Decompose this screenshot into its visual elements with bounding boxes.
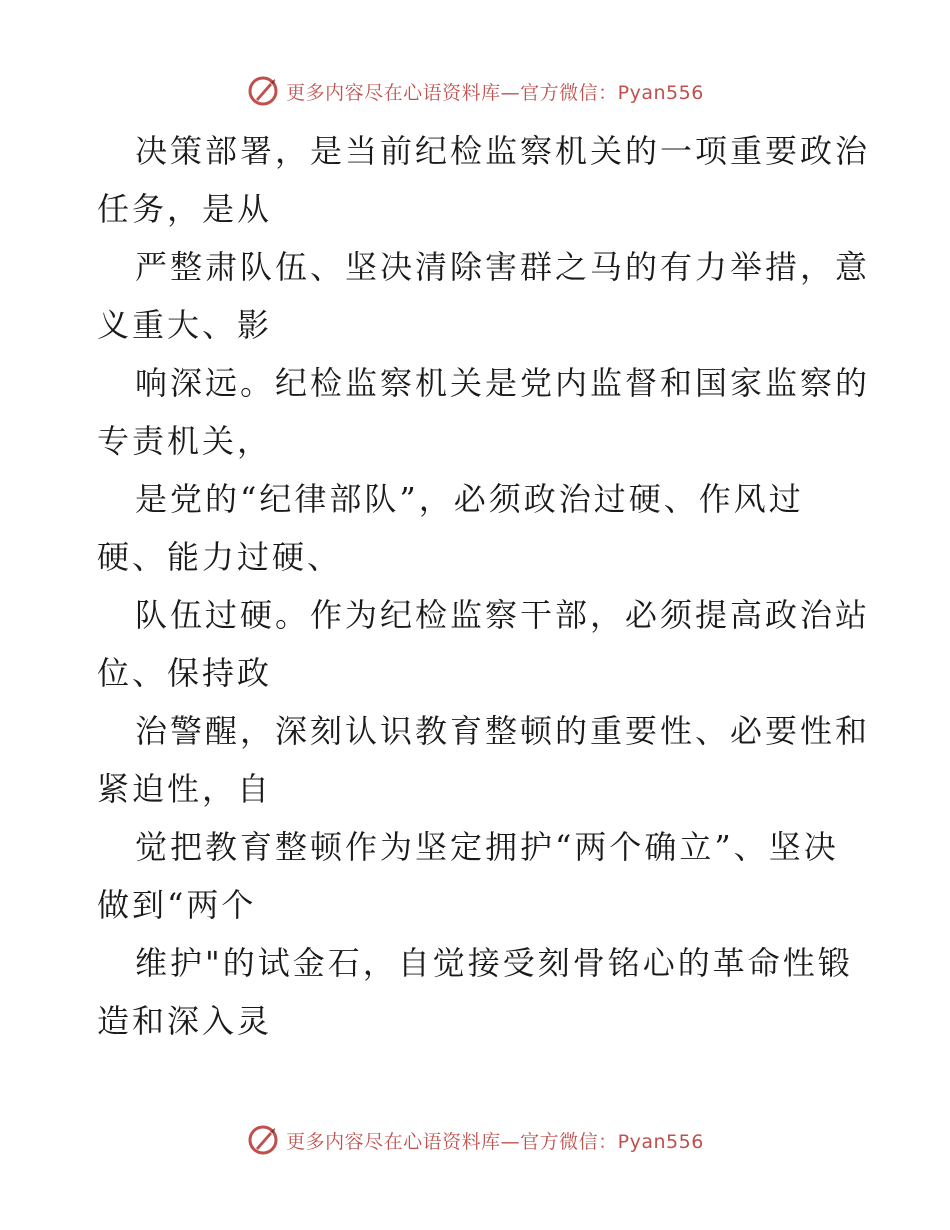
paragraph [97, 934, 857, 1050]
paragraph-line: 响深远。纪检监察机关是党内监督和国家监察的 [135, 364, 871, 402]
footer-banner [0, 1120, 950, 1160]
paragraph-line: 位、保持政 [97, 654, 273, 692]
paragraph-line: 觉把教育整顿作为坚定拥护“两个确立”、坚决 [135, 828, 839, 866]
paragraph-line: 是党的“纪律部队”，必须政治过硬、作风过 [135, 480, 804, 518]
paragraph-line: 做到“两个 [97, 886, 257, 924]
paragraph-line: 队伍过硬。作为纪检监察干部，必须提高政治站 [135, 596, 871, 634]
paragraph-line: 任务，是从 [97, 190, 273, 228]
paragraph [97, 818, 857, 934]
document-body [97, 122, 871, 1050]
quill-pen-logo-icon [246, 1123, 280, 1157]
paragraph-line: 专责机关， [97, 422, 273, 460]
paragraph-line: 造和深入灵 [97, 1002, 273, 1040]
footer-banner-text: 更多内容尽在心语资料库—官方微信：Pyan556 [286, 1130, 704, 1153]
paragraph [97, 702, 871, 818]
paragraph-line: 维护"的试金石，自觉接受刻骨铭心的革命性锻 [135, 944, 853, 982]
paragraph [97, 122, 871, 238]
paragraph [97, 354, 871, 470]
paragraph [97, 238, 871, 354]
paragraph-line: 紧迫性，自 [97, 770, 273, 808]
paragraph-line: 治警醒，深刻认识教育整顿的重要性、必要性和 [135, 712, 871, 750]
paragraph-line: 硬、能力过硬、 [97, 538, 343, 576]
paragraph [97, 470, 857, 586]
paragraph-line: 义重大、影 [97, 306, 273, 344]
header-banner-text: 更多内容尽在心语资料库—官方微信：Pyan556 [286, 81, 704, 104]
paragraph [97, 586, 871, 702]
header-banner [0, 71, 950, 111]
paragraph-line: 严整肃队伍、坚决清除害群之马的有力举措，意 [135, 248, 871, 286]
quill-pen-logo-icon [246, 74, 280, 108]
paragraph-line: 决策部署，是当前纪检监察机关的一项重要政治 [135, 132, 871, 170]
